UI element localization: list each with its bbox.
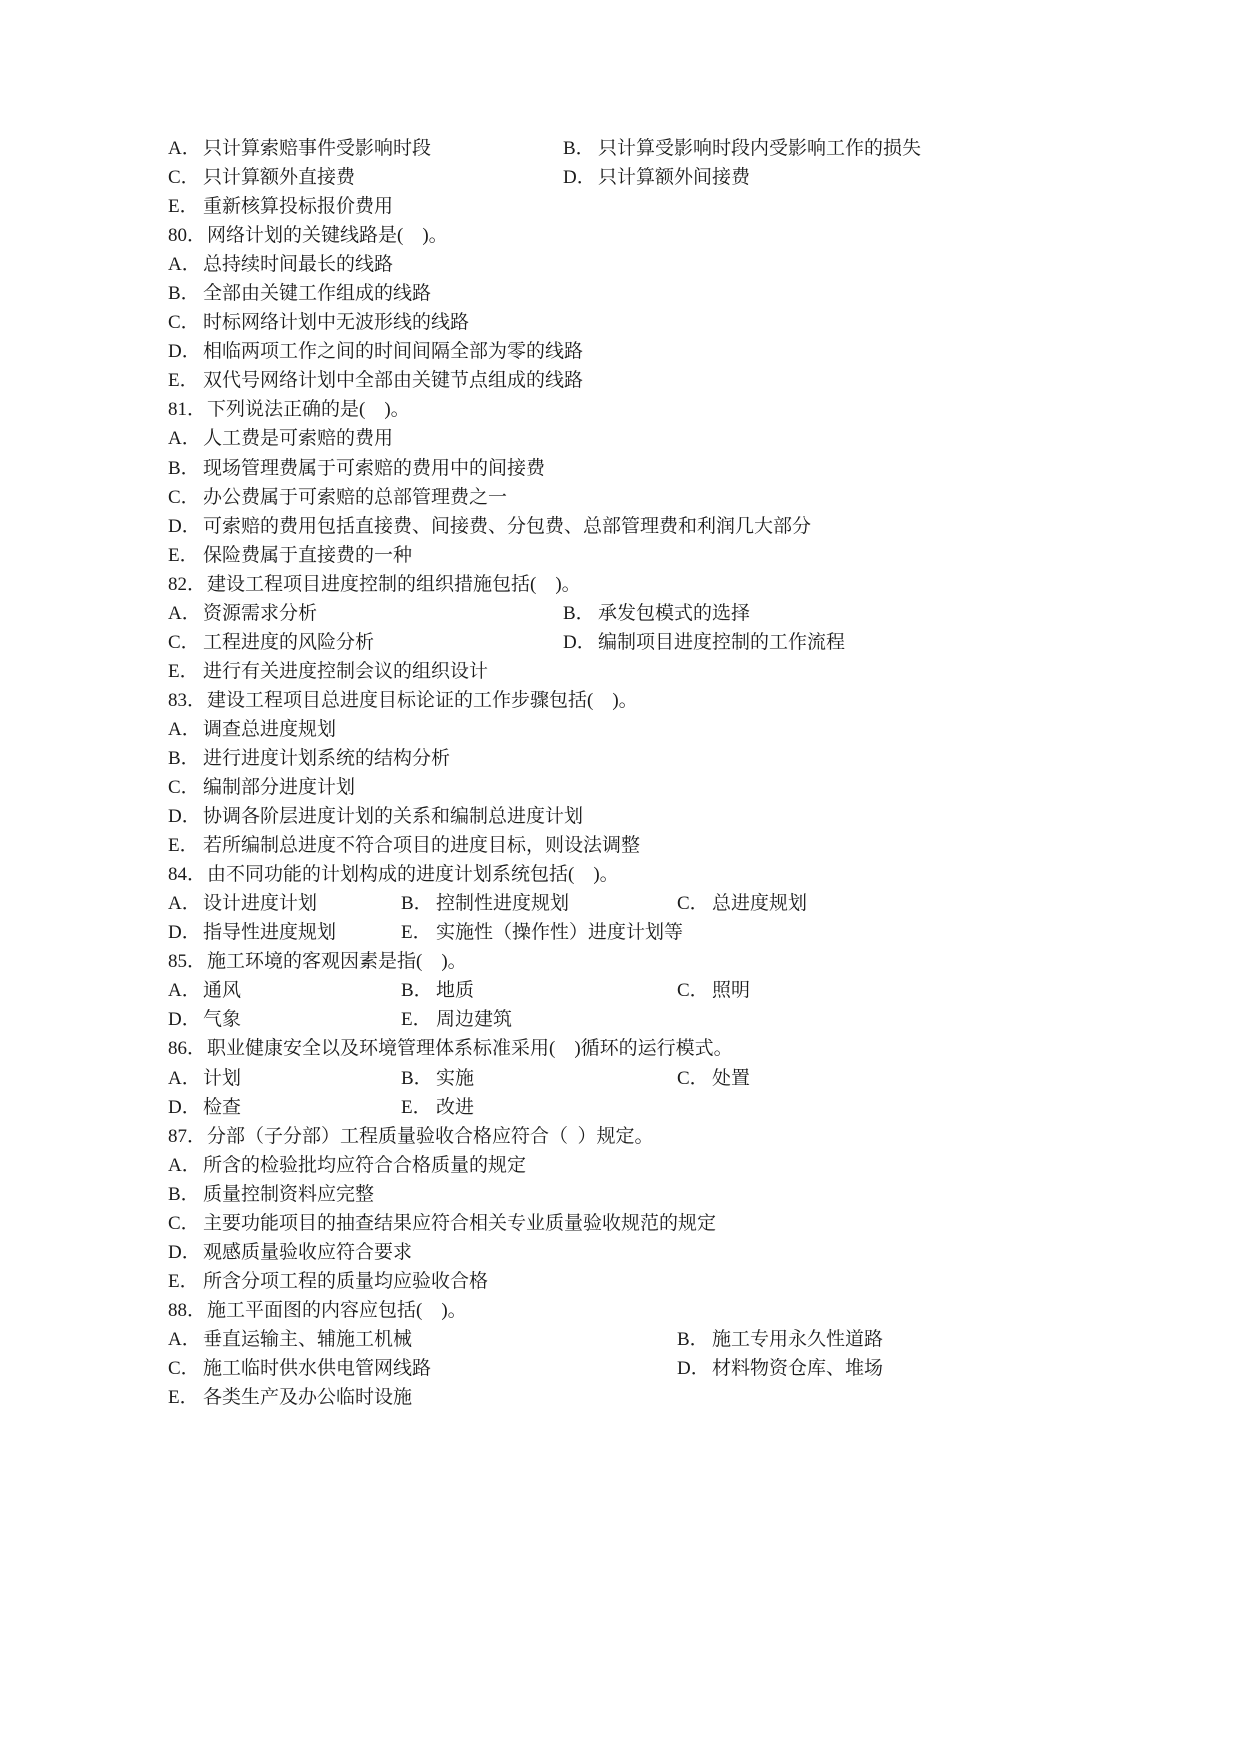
option-label: C． [168, 312, 200, 334]
option-label: C． [168, 486, 200, 508]
option-item [168, 1005, 241, 1034]
option-text: 只计算索赔事件受影响时段 [203, 138, 432, 159]
question-stem-row [168, 686, 1168, 715]
option-text: 协调各阶层进度计划的关系和编制总进度计划 [203, 806, 584, 828]
question-stem: 建设工程项目总进度目标论证的工作步骤包括( )。 [207, 689, 638, 711]
option-row [168, 599, 1168, 628]
option-text: 调查总进度规划 [203, 718, 337, 740]
question-number: 81． [168, 399, 207, 421]
option-text: 观感质量验收应符合要求 [203, 1241, 413, 1263]
option-text: 主要功能项目的抽查结果应符合相关专业质量验收规范的规定 [203, 1212, 717, 1234]
option-label: E． [401, 1096, 432, 1118]
question-list [168, 134, 1168, 1412]
option-row [168, 163, 1168, 192]
option-text: 全部由关键工作组成的线路 [203, 283, 432, 305]
option-text: 所含的检验批均应符合合格质量的规定 [203, 1154, 527, 1176]
option-text: 改进 [436, 1096, 475, 1118]
option-item [168, 715, 336, 744]
option-text: 材料物资仓库、堆场 [712, 1357, 884, 1379]
option-item [677, 1354, 883, 1383]
option-label: C． [677, 1067, 709, 1089]
option-label: A． [168, 980, 201, 1002]
option-row [168, 541, 1168, 570]
option-row [168, 308, 1168, 337]
option-item [168, 1064, 241, 1093]
option-row [168, 657, 1168, 686]
option-text: 实施性（操作性）进度计划等 [436, 922, 684, 944]
option-label: D． [168, 1096, 201, 1118]
option-row [168, 1383, 1168, 1412]
option-row [168, 424, 1168, 453]
option-text: 总进度规划 [712, 893, 808, 915]
option-text: 工程进度的风险分析 [203, 631, 375, 653]
question-number: 80． [168, 225, 207, 247]
option-text: 施工临时供水供电管网线路 [203, 1357, 432, 1379]
question-stem: 下列说法正确的是( )。 [207, 399, 410, 421]
option-row [168, 1151, 1168, 1180]
option-item [168, 1093, 241, 1122]
option-item [168, 628, 374, 657]
option-text: 保险费属于直接费的一种 [203, 544, 413, 566]
question-stem-row [168, 1122, 1168, 1151]
option-label: A． [168, 138, 201, 159]
option-row [168, 1005, 1168, 1034]
option-item [168, 337, 583, 366]
question-stem-row [168, 395, 1168, 424]
option-text: 若所编制总进度不符合项目的进度目标，则设法调整 [203, 835, 641, 857]
question-stem: 施工环境的客观因素是指( )。 [207, 951, 467, 973]
option-label: B． [401, 980, 433, 1002]
option-label: C． [168, 631, 200, 653]
question-stem-row [168, 947, 1168, 976]
question-stem: 施工平面图的内容应包括( )。 [207, 1299, 467, 1321]
option-text: 计划 [203, 1067, 242, 1089]
option-item [401, 918, 683, 947]
option-row [168, 889, 1168, 918]
option-row [168, 1354, 1168, 1383]
option-text: 地质 [436, 980, 475, 1002]
option-item [168, 454, 545, 483]
option-label: C． [168, 1357, 200, 1379]
option-item [168, 1180, 374, 1209]
option-text: 可索赔的费用包括直接费、间接费、分包费、总部管理费和利润几大部分 [203, 515, 812, 537]
option-text: 只计算额外间接费 [598, 167, 751, 189]
option-item [168, 1238, 412, 1267]
option-text: 只计算受影响时段内受影响工作的损失 [598, 138, 922, 159]
option-label: E． [168, 1387, 199, 1409]
option-item [168, 512, 811, 541]
question-number: 82． [168, 573, 207, 595]
question-stem-row [168, 1034, 1168, 1063]
question-number: 86． [168, 1038, 207, 1060]
option-label: B． [168, 747, 200, 769]
option-label: D． [168, 1241, 201, 1263]
option-item [168, 976, 241, 1005]
option-label: D． [563, 631, 596, 653]
option-row [168, 366, 1168, 395]
option-text: 照明 [712, 980, 751, 1002]
option-label: C． [168, 167, 200, 189]
option-text: 各类生产及办公临时设施 [203, 1387, 413, 1409]
option-row [168, 773, 1168, 802]
option-text: 施工专用永久性道路 [712, 1328, 884, 1350]
option-text: 设计进度计划 [203, 893, 318, 915]
option-item [168, 918, 336, 947]
option-label: A． [168, 1328, 201, 1350]
option-text: 所含分项工程的质量均应验收合格 [203, 1270, 489, 1292]
option-item [401, 1005, 512, 1034]
option-row [168, 1093, 1168, 1122]
option-label: D． [168, 806, 201, 828]
option-text: 质量控制资料应完整 [203, 1183, 375, 1205]
option-item [168, 744, 450, 773]
question-stem: 网络计划的关键线路是( )。 [207, 225, 448, 247]
option-row [168, 192, 1168, 221]
option-item [168, 599, 317, 628]
option-label: C． [677, 980, 709, 1002]
option-label: D． [168, 1009, 201, 1031]
option-item [168, 366, 583, 395]
option-text: 控制性进度规划 [436, 893, 570, 915]
option-text: 办公费属于可索赔的总部管理费之一 [203, 486, 508, 508]
option-row [168, 454, 1168, 483]
option-item [168, 773, 355, 802]
option-row [168, 715, 1168, 744]
option-text: 气象 [203, 1009, 242, 1031]
option-item [168, 1354, 431, 1383]
question-stem-row [168, 221, 1168, 250]
option-item [401, 1093, 474, 1122]
option-text: 时标网络计划中无波形线的线路 [203, 312, 470, 334]
question-stem: 由不同功能的计划构成的进度计划系统包括( )。 [207, 864, 619, 886]
option-item [168, 424, 393, 453]
option-text: 进行有关进度控制会议的组织设计 [203, 660, 489, 682]
option-label: E． [168, 370, 199, 392]
option-row [168, 1325, 1168, 1354]
question-number: 84． [168, 864, 207, 886]
option-item [677, 889, 807, 918]
option-item [168, 802, 583, 831]
option-row [168, 250, 1168, 279]
option-row [168, 337, 1168, 366]
option-item [563, 163, 750, 192]
option-row [168, 1064, 1168, 1093]
option-item [168, 1325, 412, 1354]
question-stem: 分部（子分部）工程质量验收合格应符合（ ）规定。 [207, 1125, 654, 1147]
option-label: D． [677, 1357, 710, 1379]
option-item [401, 1064, 474, 1093]
option-text: 总持续时间最长的线路 [203, 254, 394, 276]
option-item [168, 134, 431, 163]
option-text: 相临两项工作之间的时间间隔全部为零的线路 [203, 341, 584, 363]
question-number: 85． [168, 951, 207, 973]
option-text: 人工费是可索赔的费用 [203, 428, 394, 450]
option-label: C． [168, 777, 200, 799]
option-text: 进行进度计划系统的结构分析 [203, 747, 451, 769]
option-item [563, 599, 750, 628]
option-item [168, 1151, 526, 1180]
option-text: 双代号网络计划中全部由关键节点组成的线路 [203, 370, 584, 392]
option-item [168, 1267, 488, 1296]
option-label: B． [563, 138, 595, 159]
option-text: 通风 [203, 980, 242, 1002]
option-text: 编制项目进度控制的工作流程 [598, 631, 846, 653]
option-item [168, 1383, 412, 1412]
option-label: B． [563, 602, 595, 624]
question-stem: 建设工程项目进度控制的组织措施包括( )。 [207, 573, 581, 595]
option-label: B． [677, 1328, 709, 1350]
question-stem: 职业健康安全以及环境管理体系标准采用( )循环的运行模式。 [207, 1038, 733, 1060]
option-row [168, 628, 1168, 657]
option-row [168, 744, 1168, 773]
option-label: A． [168, 428, 201, 450]
option-row [168, 134, 1168, 163]
option-item [168, 308, 469, 337]
option-text: 检查 [203, 1096, 242, 1118]
option-row [168, 1267, 1168, 1296]
option-text: 资源需求分析 [203, 602, 318, 624]
option-label: A． [168, 602, 201, 624]
option-label: D． [168, 341, 201, 363]
option-text: 指导性进度规划 [203, 922, 337, 944]
option-label: C． [168, 1212, 200, 1234]
option-label: E． [168, 1270, 199, 1292]
option-text: 重新核算投标报价费用 [203, 196, 394, 218]
option-row [168, 918, 1168, 947]
option-label: A． [168, 893, 201, 915]
question-stem-row [168, 1296, 1168, 1325]
option-label: A． [168, 1067, 201, 1089]
option-label: B． [168, 283, 200, 305]
option-item [168, 541, 412, 570]
option-text: 承发包模式的选择 [598, 602, 751, 624]
option-text: 垂直运输主、辅施工机械 [203, 1328, 413, 1350]
option-item [677, 976, 750, 1005]
option-label: D． [168, 515, 201, 537]
option-row [168, 1209, 1168, 1238]
question-number: 83． [168, 689, 207, 711]
option-item [168, 657, 488, 686]
option-text: 周边建筑 [436, 1009, 513, 1031]
option-label: B． [401, 1067, 433, 1089]
option-item [401, 976, 474, 1005]
option-text: 现场管理费属于可索赔的费用中的间接费 [203, 457, 546, 479]
option-label: D． [168, 922, 201, 944]
question-number: 87． [168, 1125, 207, 1147]
option-label: E． [168, 544, 199, 566]
option-item [168, 483, 507, 512]
option-text: 实施 [436, 1067, 475, 1089]
option-text: 编制部分进度计划 [203, 777, 356, 799]
option-item [401, 889, 569, 918]
option-item [168, 831, 640, 860]
option-label: E． [401, 922, 432, 944]
question-stem-row [168, 570, 1168, 599]
option-label: B． [401, 893, 433, 915]
option-item [677, 1325, 883, 1354]
option-text: 处置 [712, 1067, 751, 1089]
option-label: E． [168, 835, 199, 857]
option-item [168, 250, 393, 279]
option-item [168, 1209, 716, 1238]
option-label: A． [168, 718, 201, 740]
question-number: 88． [168, 1299, 207, 1321]
option-row [168, 1180, 1168, 1209]
option-item [168, 889, 317, 918]
option-label: B． [168, 1183, 200, 1205]
option-row [168, 512, 1168, 541]
option-row [168, 802, 1168, 831]
option-item [563, 134, 921, 163]
option-item [677, 1064, 750, 1093]
option-label: E． [168, 660, 199, 682]
option-label: E． [401, 1009, 432, 1031]
option-item [563, 628, 845, 657]
option-row [168, 279, 1168, 308]
option-row [168, 831, 1168, 860]
option-item [168, 192, 393, 221]
option-label: D． [563, 167, 596, 189]
option-item [168, 163, 355, 192]
option-row [168, 1238, 1168, 1267]
option-item [168, 279, 431, 308]
question-stem-row [168, 860, 1168, 889]
option-label: A． [168, 254, 201, 276]
option-label: A． [168, 1154, 201, 1176]
option-label: B． [168, 457, 200, 479]
option-row [168, 483, 1168, 512]
option-label: C． [677, 893, 709, 915]
option-text: 只计算额外直接费 [203, 167, 356, 189]
option-row [168, 976, 1168, 1005]
option-label: E． [168, 196, 199, 218]
